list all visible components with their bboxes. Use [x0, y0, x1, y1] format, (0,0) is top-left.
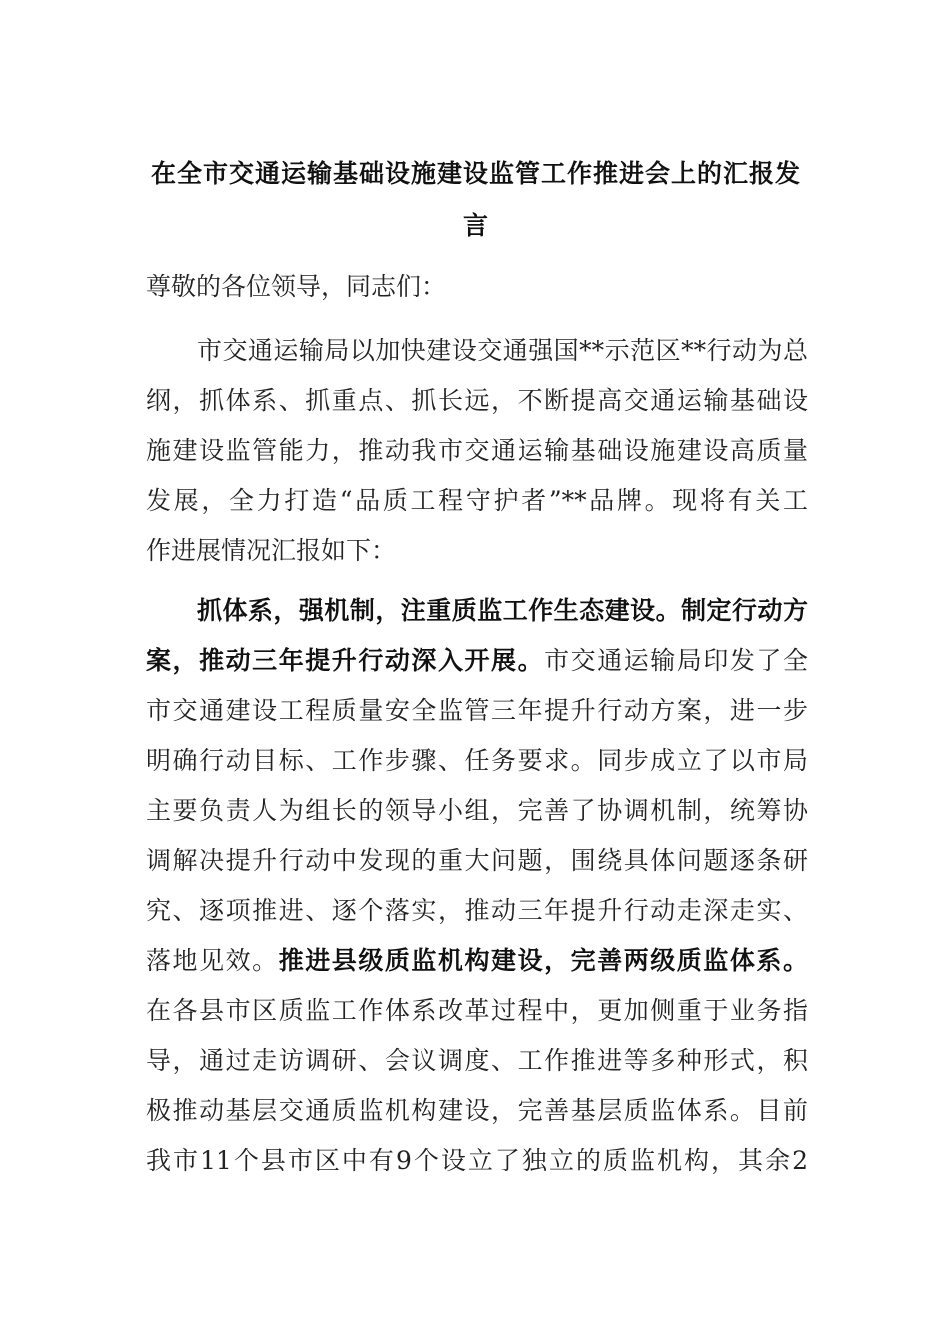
title-line-2: 言 — [462, 211, 489, 240]
greeting: 尊敬的各位领导，同志们： — [146, 272, 447, 301]
section1-line: 主要负责人为组长的领导小组，完善了协调机制，统筹协 — [146, 796, 808, 825]
section1-heading-line: 抓体系，强机制，注重质监工作生态建设。制定行动方 — [146, 596, 808, 625]
intro-line: 发展，全力打造“品质工程守护者”**品牌。现将有关工 — [146, 486, 808, 515]
intro-line: 施建设监管能力，推动我市交通运输基础设施建设高质量 — [146, 436, 808, 465]
section1-line: 我市11个县市区中有9个设立了独立的质监机构，其余2 — [146, 1146, 808, 1175]
intro-line: 纲，抓体系、抓重点、抓长远，不断提高交通运输基础设 — [146, 386, 808, 415]
document-title — [146, 148, 806, 252]
section1-line — [146, 946, 808, 980]
section1-text: 落地见效。 — [146, 946, 279, 975]
section1-line: 明确行动目标、工作步骤、任务要求。同步成立了以市局 — [146, 746, 808, 775]
intro-line: 市交通运输局以加快建设交通强国**示范区**行动为总 — [146, 336, 808, 365]
section1-line: 调解决提升行动中发现的重大问题，围绕具体问题逐条研 — [146, 846, 808, 875]
section1-subheading: 案，推动三年提升行动深入开展。 — [146, 646, 545, 675]
intro-line: 作进展情况汇报如下： — [146, 536, 397, 565]
section1-text: 市交通运输局印发了全 — [544, 646, 808, 675]
section1-line: 究、逐项推进、逐个落实，推动三年提升行动走深走实、 — [146, 896, 808, 925]
section1-subheading: 推进县级质监机构建设，完善两级质监体系。 — [278, 946, 808, 975]
section1-line: 在各县市区质监工作体系改革过程中，更加侧重于业务指 — [146, 996, 808, 1025]
section1-line: 导，通过走访调研、会议调度、工作推进等多种形式，积 — [146, 1046, 808, 1075]
section1-line — [146, 646, 808, 680]
section1-line: 市交通建设工程质量安全监管三年提升行动方案，进一步 — [146, 696, 808, 725]
title-line-1: 在全市交通运输基础设施建设监管工作推进会上的汇报发 — [150, 159, 801, 188]
section1-line: 极推动基层交通质监机构建设，完善基层质监体系。目前 — [146, 1096, 808, 1125]
